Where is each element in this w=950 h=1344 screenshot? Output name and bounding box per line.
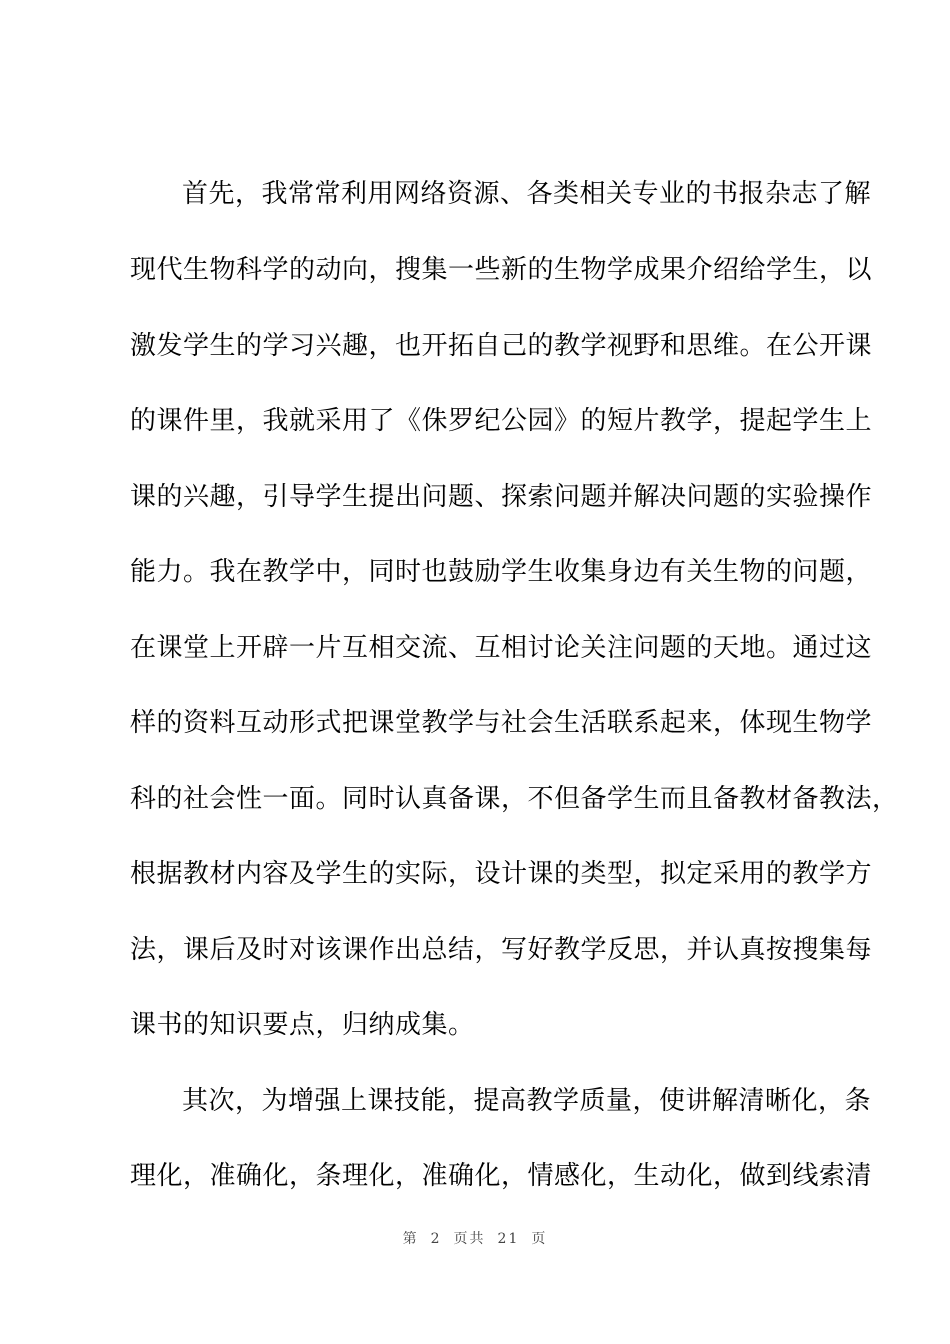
page-footer [0,1228,950,1248]
footer-suffix: 页 [531,1231,548,1247]
paragraph-1-line-6: 能力。我在教学中，同时也鼓励学生收集身边有关生物的问题， [130,557,873,587]
paragraph-1-line-9: 科的社会性一面。同时认真备课，不但备学生而且备教材备教法， [130,784,899,814]
paragraph-2-line-2: 理化，准确化，条理化，准确化，情感化，生动化，做到线索清 [130,1161,873,1191]
footer-page-number: 2 [430,1231,442,1247]
paragraph-1-line-12: 课书的知识要点，归纳成集。 [130,1010,475,1040]
paragraph-1-line-1: 首先，我常常利用网络资源、各类相关专业的书报杂志了解 [182,179,872,209]
paragraph-1-line-10: 根据教材内容及学生的实际，设计课的类型，拟定采用的教学方 [130,859,873,889]
paragraph-1-line-2: 现代生物科学的动向，搜集一些新的生物学成果介绍给学生，以 [130,255,873,285]
paragraph-1-line-7: 在课堂上开辟一片互相交流、互相讨论关注问题的天地。通过这 [130,633,873,663]
paragraph-1-line-3: 激发学生的学习兴趣，也开拓自己的教学视野和思维。在公开课 [130,331,873,361]
footer-total-pages: 21 [497,1231,520,1247]
paragraph-1-line-4: 的课件里，我就采用了《侏罗纪公园》的短片教学，提起学生上 [130,406,873,436]
footer-middle: 页共 [453,1231,486,1247]
paragraph-2-line-1: 其次，为增强上课技能，提高教学质量，使讲解清晰化，条 [182,1086,872,1116]
paragraph-1-line-5: 课的兴趣，引导学生提出问题、探索问题并解决问题的实验操作 [130,482,873,512]
paragraph-1-line-8: 样的资料互动形式把课堂教学与社会生活联系起来，体现生物学 [130,708,873,738]
footer-prefix: 第 [402,1231,419,1247]
paragraph-1-line-11: 法，课后及时对该课作出总结，写好教学反思，并认真按搜集每 [130,935,873,965]
